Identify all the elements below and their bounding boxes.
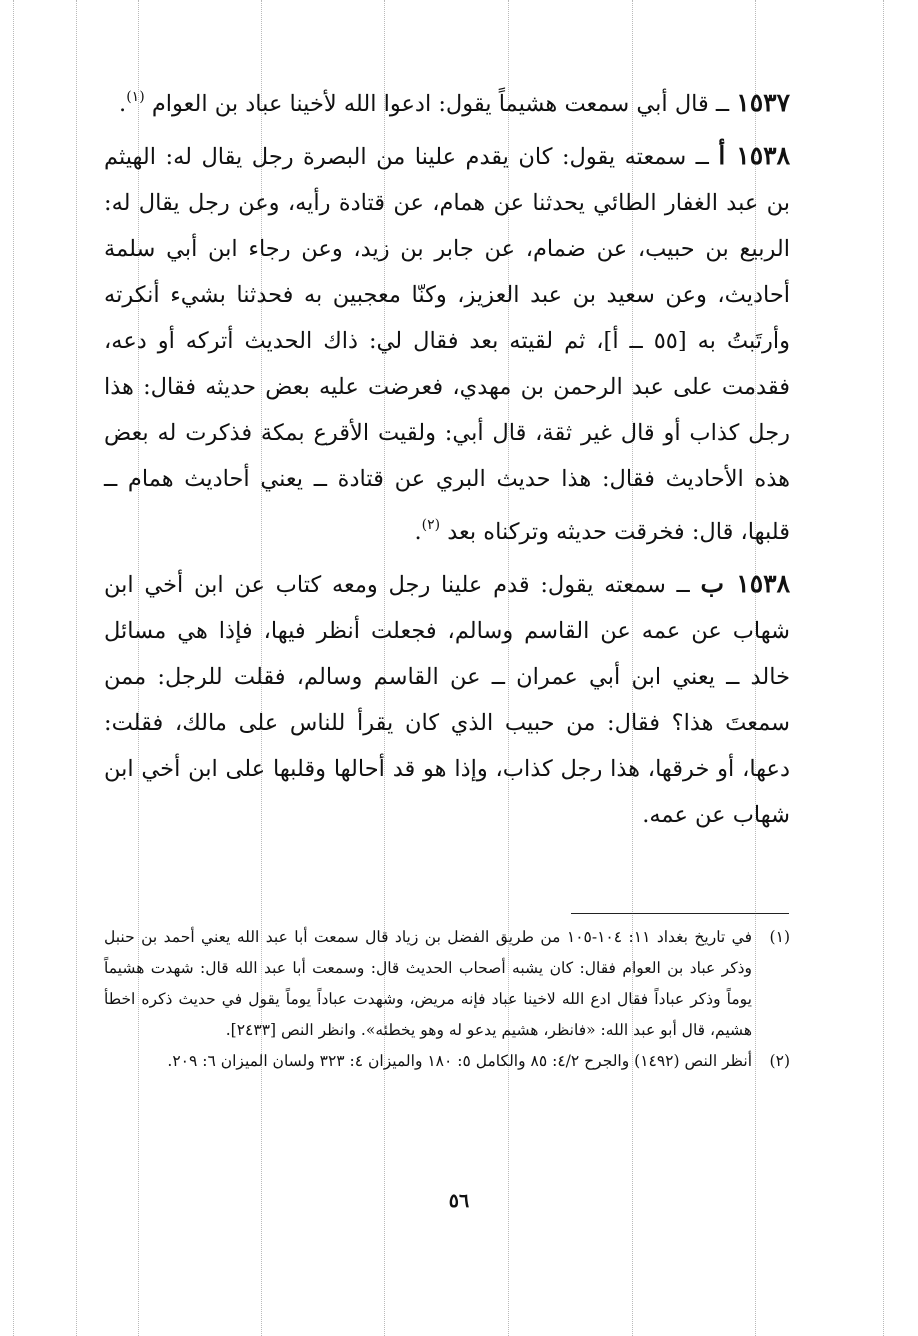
footnote-text: أنظر النص (١٤٩٢) والجرح ٤/٢: ٨٥ والكامل ٥: ١٨٠ والميزان ٤: ٣٢٣ ولسان الميزان ٦: ٢٠٩. xyxy=(167,1052,752,1070)
footnote-2 xyxy=(104,1046,790,1077)
entry-1537 xyxy=(104,74,790,127)
margin-guide xyxy=(13,0,14,1336)
footnote-ref: (١) xyxy=(126,89,145,105)
footnote-ref: (٢) xyxy=(421,517,441,533)
footnote-1 xyxy=(104,922,790,1046)
entry-1538a xyxy=(104,133,790,555)
entry-text: ــ سمعته يقول: قدم علينا رجل ومعه كتاب عن ابن أخي ابن شهاب عن عمه عن القاسم وسالم، فجعلت أنظر فيها، فإذا هي مسائل خالد ــ يعني ابن أبي عمران ــ عن القاسم وسالم، فقلت للرجل: ممن سمعتَ هذا؟ فقال: من حبيب الذي كان يقرأ للناس على مالك، فقلت: دعها، أو خرقها، هذا رجل كذاب، وإذا هو قد أحالها وقلبها على ابن أخي ابن شهاب عن عمه. xyxy=(104,572,790,828)
entry-number: ١٥٣٨ أ xyxy=(718,141,790,170)
page-number: ٥٦ xyxy=(448,1190,470,1212)
footnote-divider xyxy=(571,913,789,914)
entry-text: ــ سمعته يقول: كان يقدم علينا من البصرة رجل يقال له: الهيثم بن عبد الغفار الطائي يحدثنا عن همام، عن قتادة رأيه، وعن رجل يقال له: الربيع بن حبيب، عن ضمام، عن جابر بن زيد، وعن رجاء ابن أبي سلمة أحاديث، وعن سعيد بن عبد العزيز، وكنّا معجبين به فحدثنا بشيء أنكرته وأرتَبتُ به [٥٥ ــ أ]، ثم لقيته بعد فقال لي: ذاك الحديث أتركه أو دعه، فقدمت على عبد الرحمن بن مهدي، فعرضت عليه بعض حديثه فقال: هذا رجل كذاب أو قال غير ثقة، قال أبي: ولقيت الأقرع بمكة فذكرت له بعض هذه الأحاديث فقال: هذا حديث البري عن قتادة ــ يعني أحاديث همام ــ قلبها، قال: فخرقت حديثه وتركناه بعد xyxy=(104,144,790,545)
entry-number: ١٥٣٨ ب xyxy=(700,569,790,598)
page-body xyxy=(104,74,790,844)
entry-1538b xyxy=(104,561,790,838)
entry-tail: . xyxy=(119,91,127,117)
entry-tail: . xyxy=(414,519,422,545)
footnote-mark: (٢) xyxy=(769,1052,790,1070)
entry-text: ــ قال أبي سمعت هشيماً يقول: ادعوا الله لأخينا عباد بن العوام xyxy=(151,91,737,117)
margin-guide xyxy=(883,0,884,1336)
footnotes xyxy=(104,922,790,1077)
margin-guide xyxy=(76,0,77,1336)
footnote-text: في تاريخ بغداد ١١: ١٠٤-١٠٥ من طريق الفضل بن زياد قال سمعت أبا عبد الله يعني أحمد بن حنبل وذكر عباد بن العوام فقال: كان يشبه أصحاب الحديث قال: وسمعت أبا عبد الله قال: شهدت هشيماً يوماً وذكر عباداً فقال ادع الله لاخينا عباد فإنه مريض، وشهدت عباداً يوماً يقول في حديث ذكره اخطأ هشيم، قال أبو عبد الله: «فانظر، هشيم يدعو له وهو يخطئه». وانظر النص [٢٤٣٣]. xyxy=(104,928,752,1039)
entry-number: ١٥٣٧ xyxy=(736,88,790,117)
footnote-mark: (١) xyxy=(769,928,790,946)
